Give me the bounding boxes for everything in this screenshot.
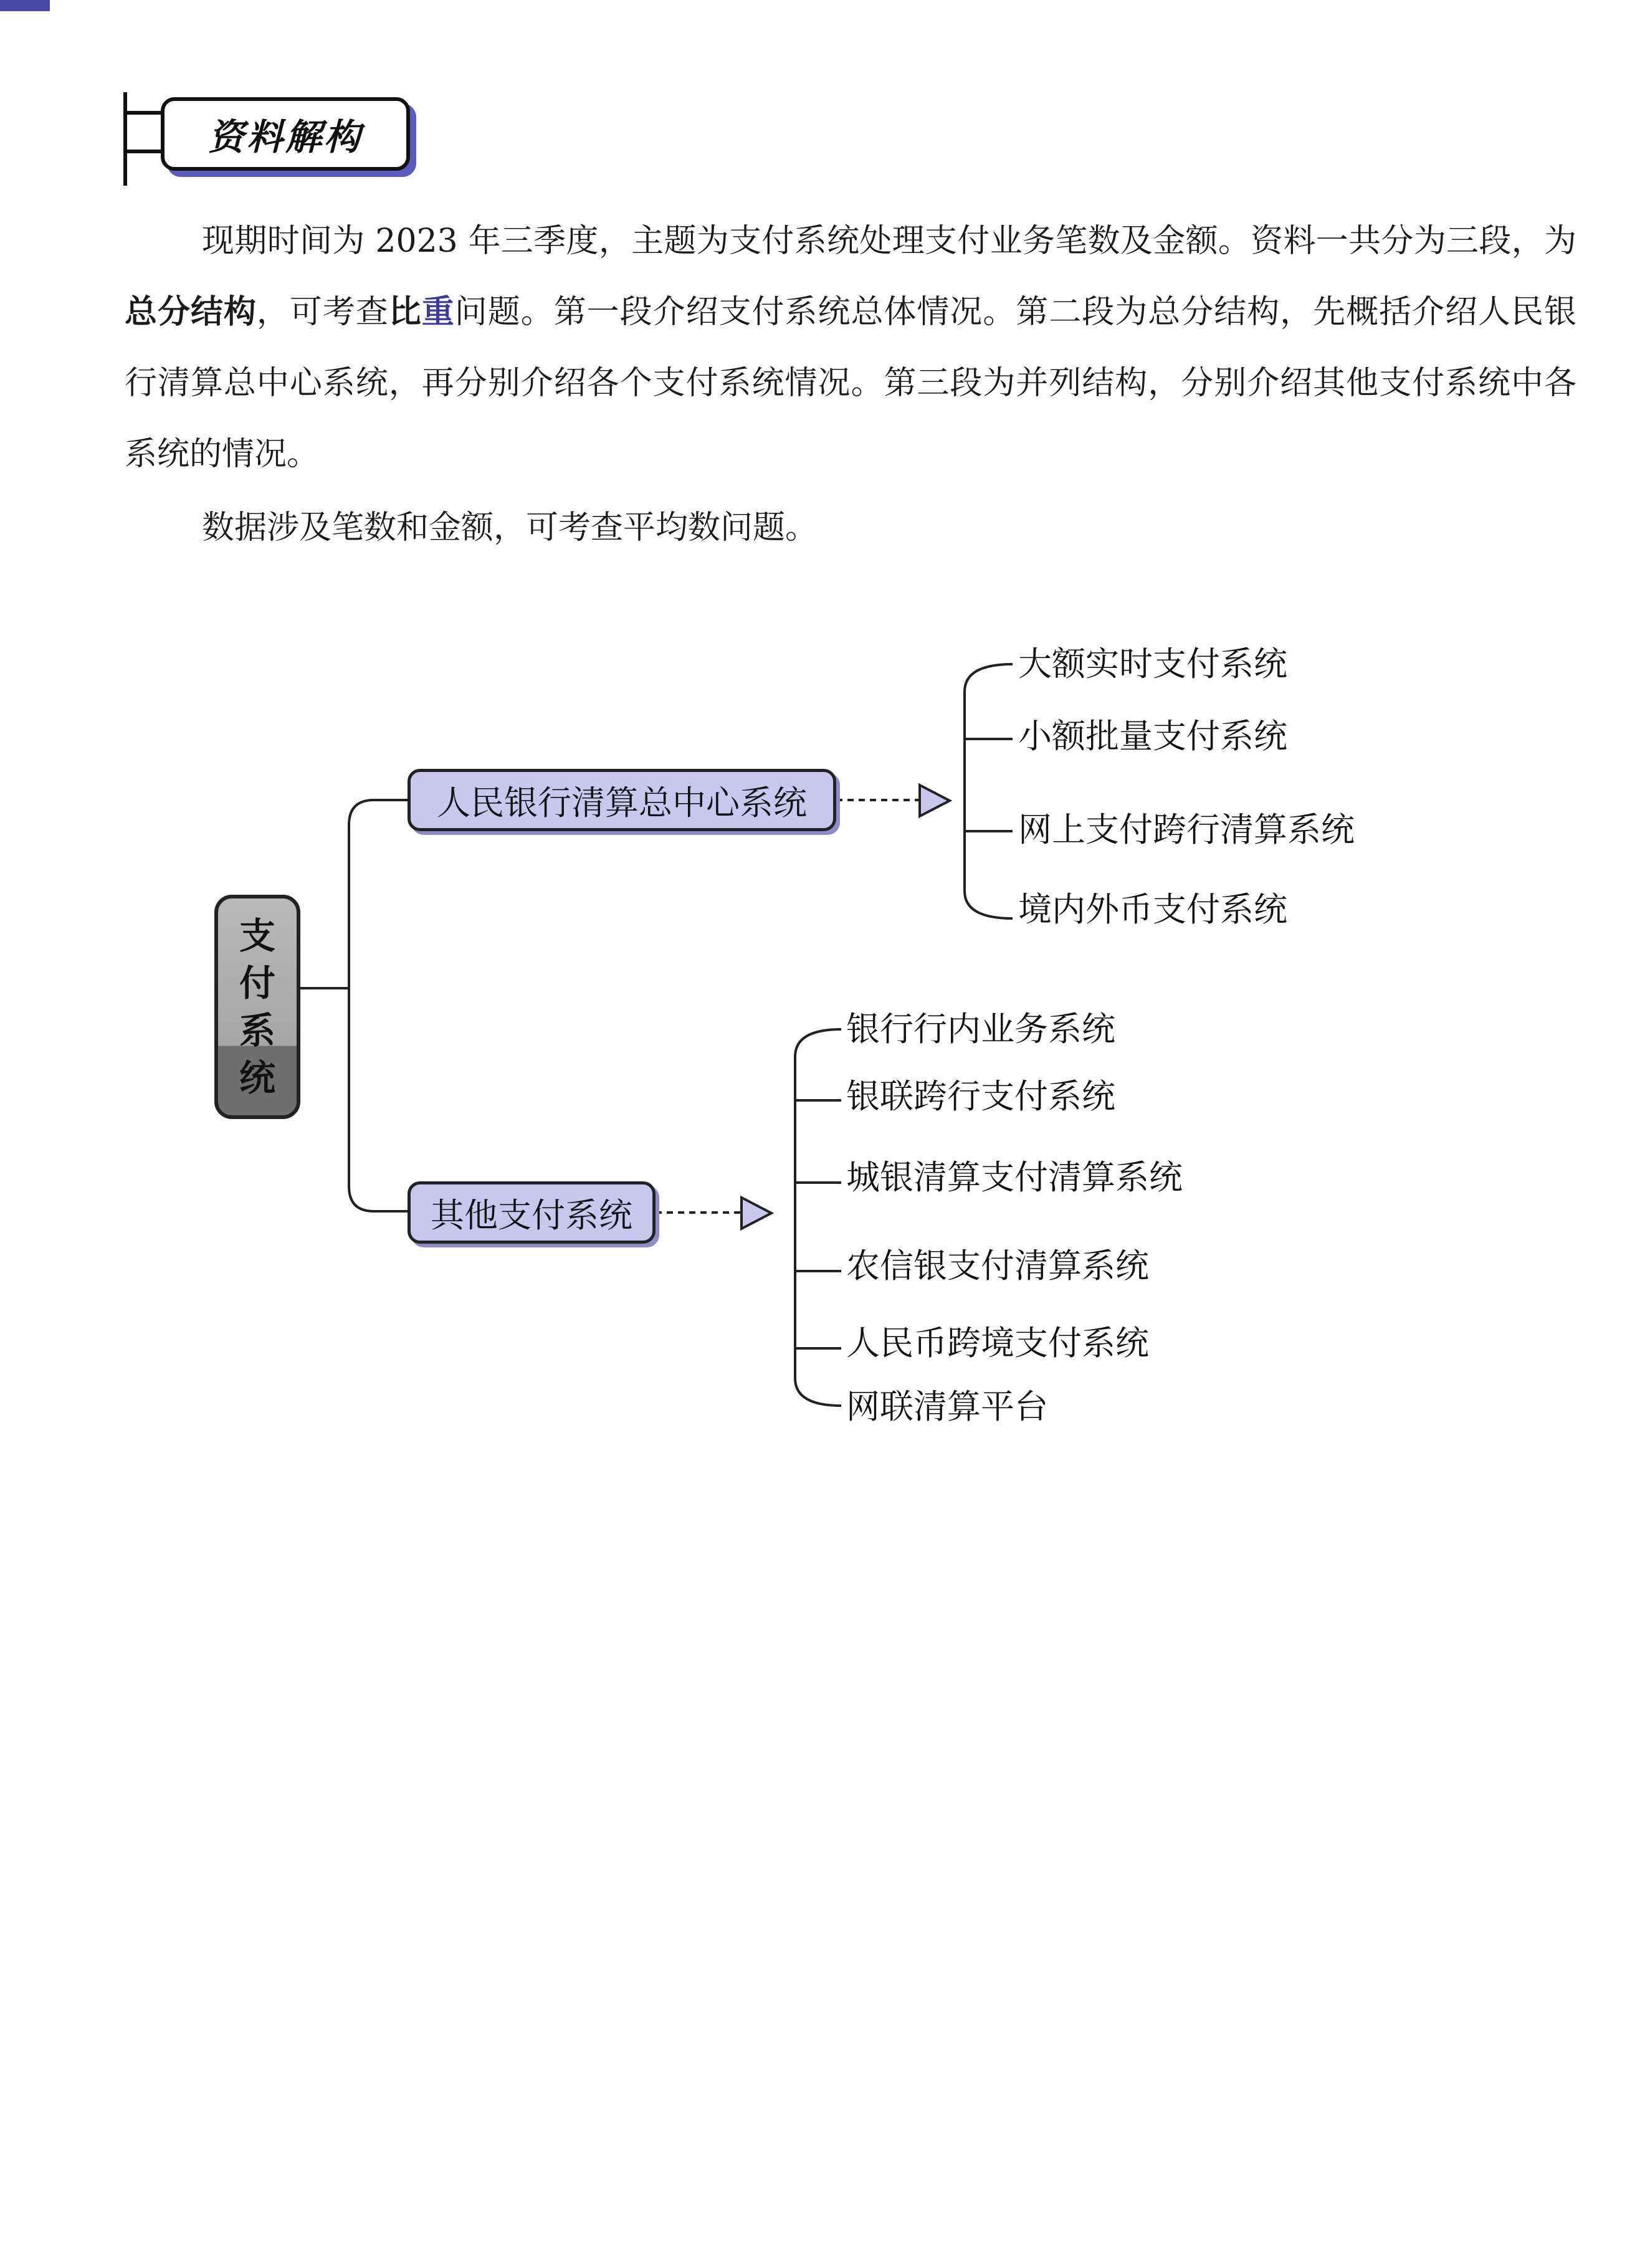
leaf-item: 网上支付跨行清算系统 bbox=[1018, 810, 1355, 849]
paragraph-data: 数据涉及笔数和金额，可考查平均数问题。 bbox=[202, 509, 818, 546]
paragraph-text: 问题。第一段介绍支付系统总体情况。第二段为总分结构，先概括介绍人民银行清算总中心系统，再分别介绍各个支付系统情况。第三段为并列结构，分别介绍其他支付系统中各系统的情况。 bbox=[125, 293, 1576, 473]
bold-term: 总分结构 bbox=[125, 293, 257, 331]
leaf-item: 网联清算平台 bbox=[846, 1387, 1048, 1426]
paragraph-text: 现期时间为 2023 年三季度，主题为支付系统处理支付业务笔数及金额。资料一共分为三段，为 bbox=[202, 222, 1576, 260]
trunk-connector bbox=[349, 800, 408, 1211]
root-node bbox=[214, 895, 300, 1119]
branch-node-other: 其他支付系统 bbox=[408, 1181, 656, 1244]
bold-term-highlight: 重 bbox=[421, 293, 455, 331]
leaf-item: 境内外币支付系统 bbox=[1018, 890, 1287, 929]
leaf-item: 小额批量支付系统 bbox=[1018, 717, 1287, 756]
leaf-item: 银联跨行支付系统 bbox=[846, 1077, 1115, 1116]
branch-node-pboc: 人民银行清算总中心系统 bbox=[408, 769, 836, 831]
branch1-bracket bbox=[965, 664, 1013, 918]
leaf-item: 城银清算支付清算系统 bbox=[846, 1158, 1183, 1197]
root-char: 系 bbox=[239, 1009, 275, 1052]
paragraph-text: ，可考查 bbox=[256, 293, 389, 331]
leaf-item: 人民币跨境支付系统 bbox=[846, 1323, 1149, 1363]
root-char: 付 bbox=[239, 962, 275, 1004]
leaf-item: 大额实时支付系统 bbox=[1018, 644, 1287, 684]
leaf-item: 银行行内业务系统 bbox=[846, 1009, 1115, 1049]
branch1-arrow-icon bbox=[920, 785, 950, 816]
section-title: 资料解构 bbox=[207, 116, 363, 158]
leaf-item: 农信银支付清算系统 bbox=[846, 1246, 1149, 1285]
root-char: 支 bbox=[239, 915, 275, 957]
root-char: 统 bbox=[239, 1057, 275, 1099]
branch2-arrow-icon bbox=[742, 1198, 771, 1229]
bold-term: 比 bbox=[388, 293, 422, 331]
